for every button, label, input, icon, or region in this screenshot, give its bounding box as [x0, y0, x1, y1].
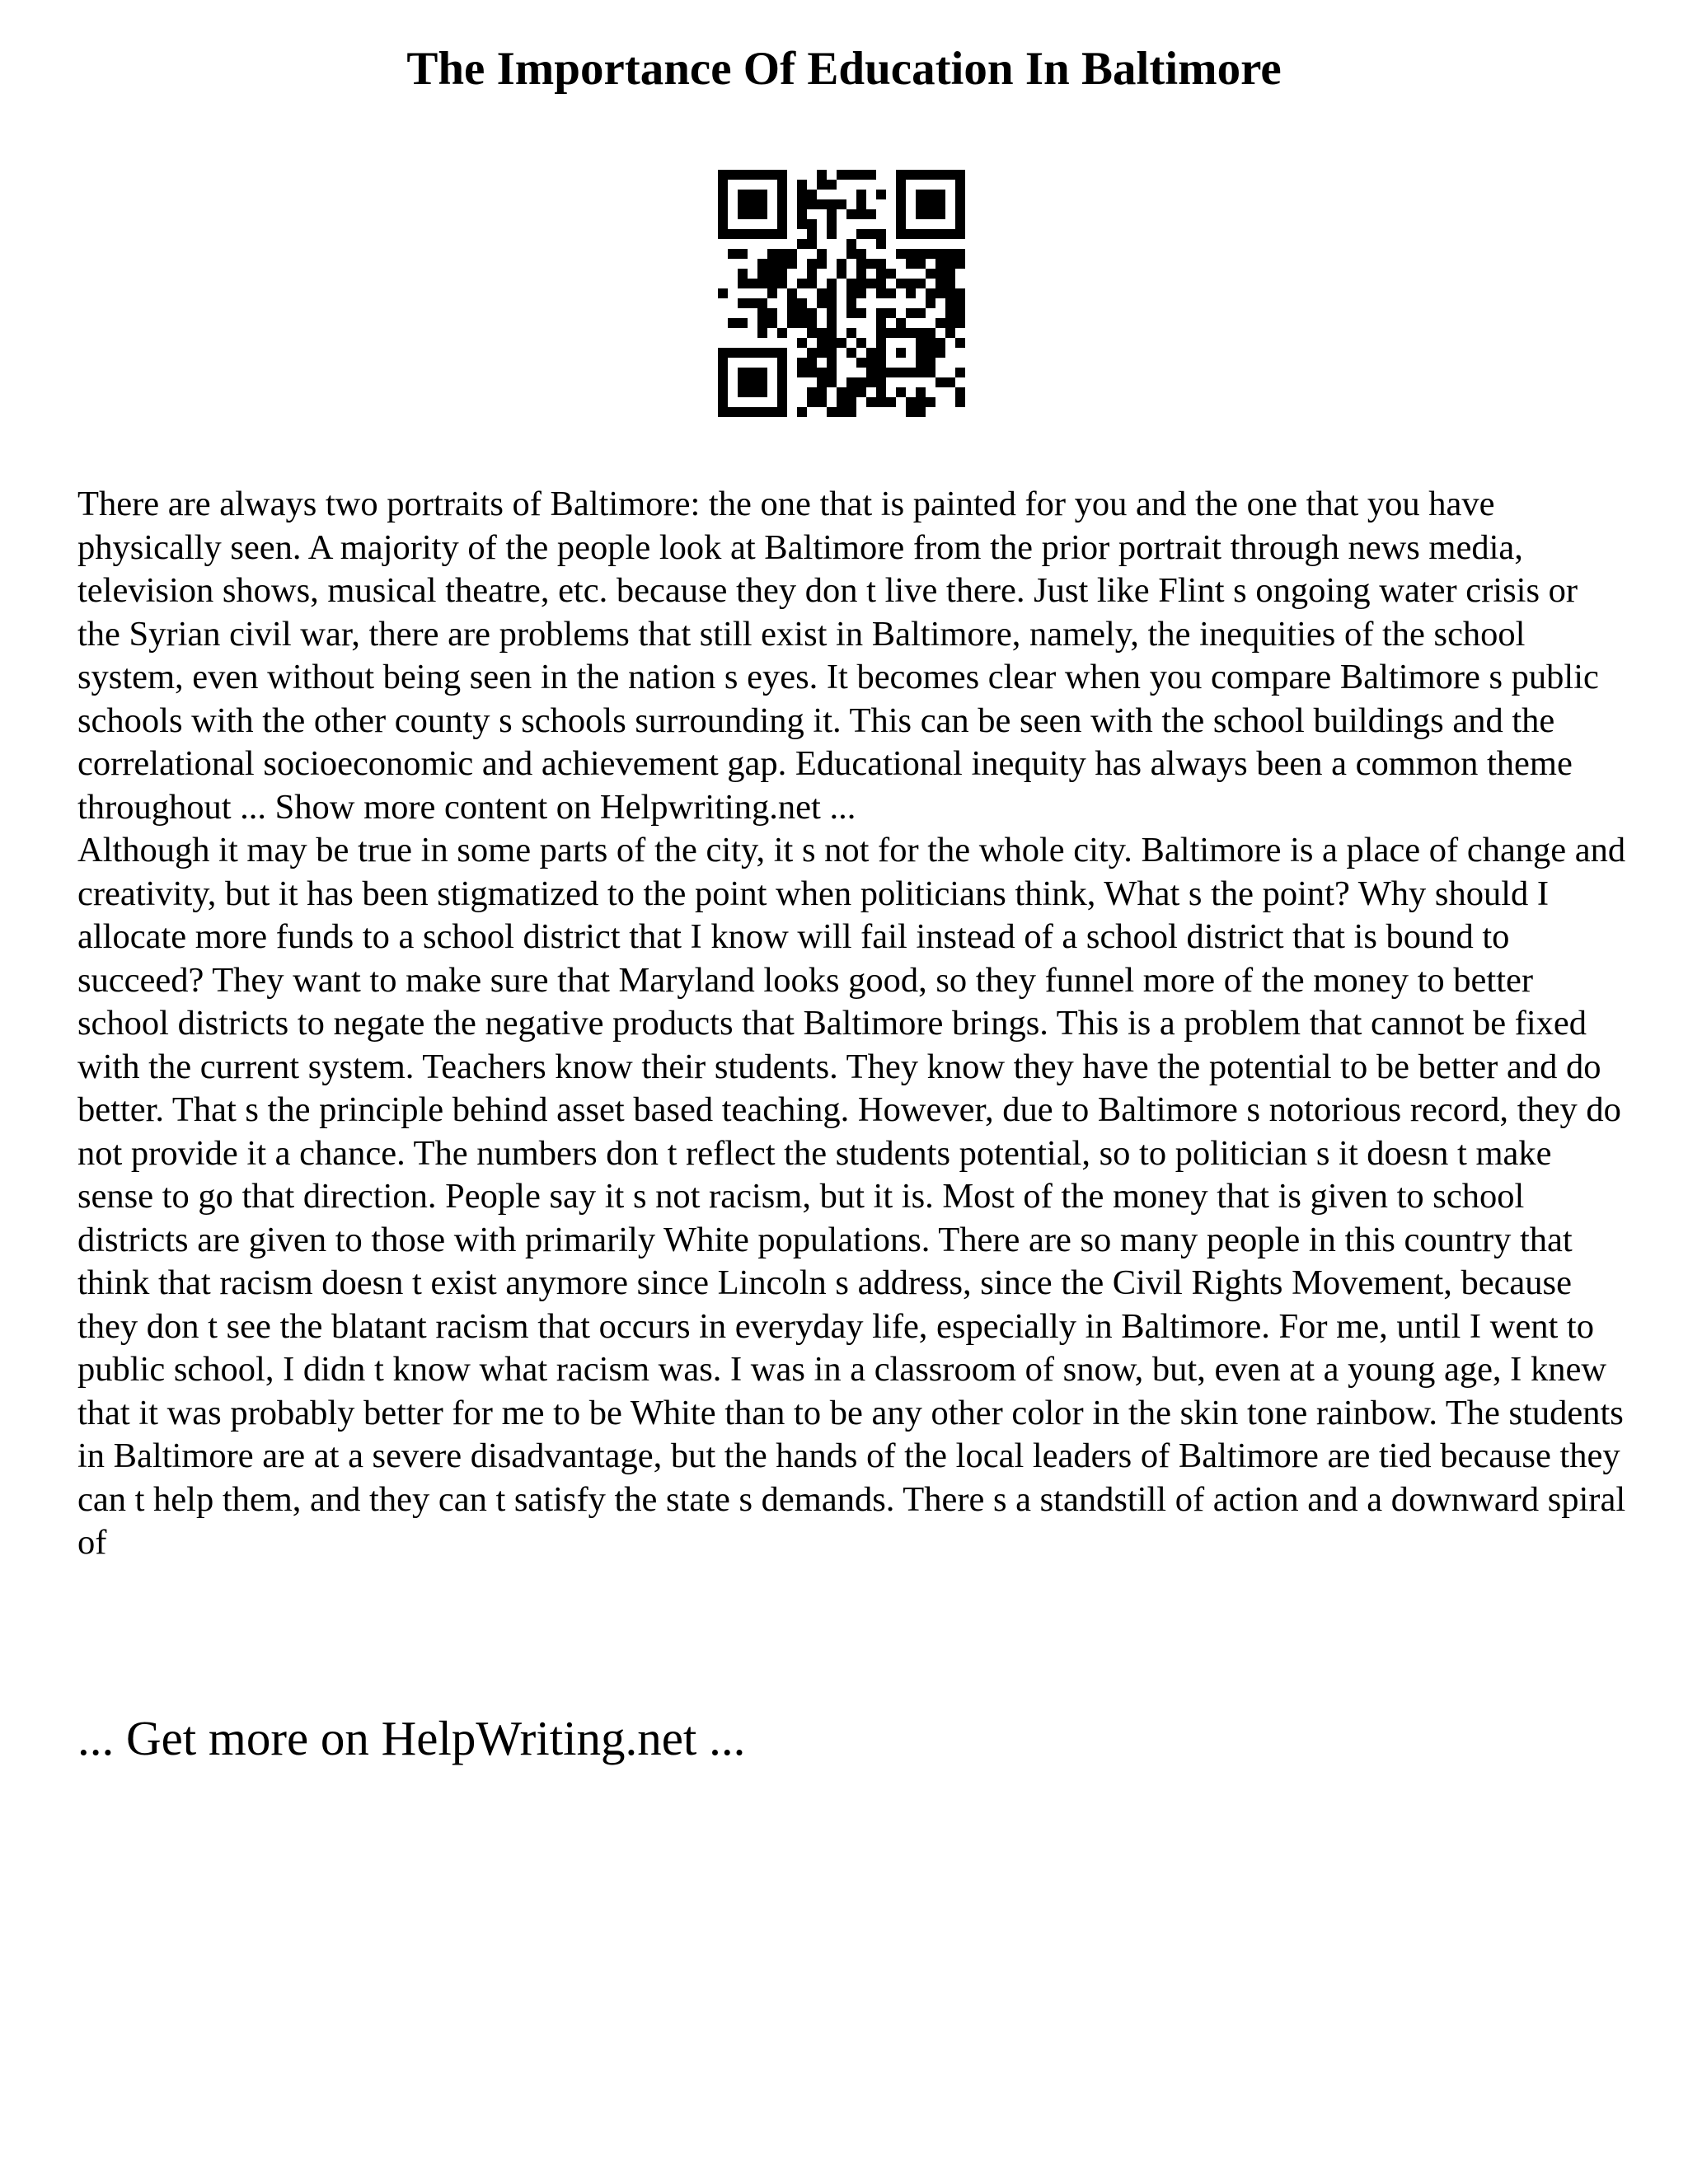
paragraph-1: There are always two portraits of Baltimore: the one that is painted for you and the one that you have physically seen. A majority of the people look at Baltimore from the prior portrait through news media, television shows, musical theatre, etc. because they don t live there. Just like Flint s ongoing water crisis or the Syrian civil war, there are problems that still exist in Baltimore, namely, the inequities of the school system, even without being seen in the nation s eyes. It becomes clear when you compare Baltimore s public schools with the other county s schools surrounding it. This can be seen with the school buildings and the correlational socioeconomic and achievement gap. Educational inequity has always been a common theme throughout ... Show more content on Helpwriting.net ... [77, 485, 1599, 827]
qr-code-icon [718, 170, 965, 417]
page-title: The Importance Of Education In Baltimore [406, 43, 1282, 95]
get-more-link[interactable]: ... Get more on HelpWriting.net ... [77, 1711, 746, 1765]
article-body [77, 483, 1627, 1565]
paragraph-2: Although it may be true in some parts of the city, it s not for the whole city. Baltimore is a place of change and creativity, but it has been stigmatized to the point when politicians think, What s the point? Why should I allocate more funds to a school district that I know will fail instead of a school district that is bound to succeed? They want to make sure that Maryland looks good, so they funnel more of the money to better school districts to negate the negative products that Baltimore brings. This is a problem that cannot be fixed with the current system. Teachers know their students. They know they have the potential to be better and do better. That s the principle behind asset based teaching. However, due to Baltimore s notorious record, they do not provide it a chance. The numbers don t reflect the students potential, so to politician s it doesn t make sense to go that direction. People say it s not racism, but it is. Most of the money that is given to school districts are given to those with primarily White populations. There are so many people in this country that think that racism doesn t exist anymore since Lincoln s address, since the Civil Rights Movement, because they don t see the blatant racism that occurs in everyday life, especially in Baltimore. For me, until I went to public school, I didn t know what racism was. I was in a classroom of snow, but, even at a young age, I knew that it was probably better for me to be White than to be any other color in the skin tone rainbow. The students in Baltimore are at a severe disadvantage, but the hands of the local leaders of Baltimore are tied because they can t help them, and they can t satisfy the state s demands. There s a standstill of action and a downward spiral of [77, 831, 1626, 1562]
